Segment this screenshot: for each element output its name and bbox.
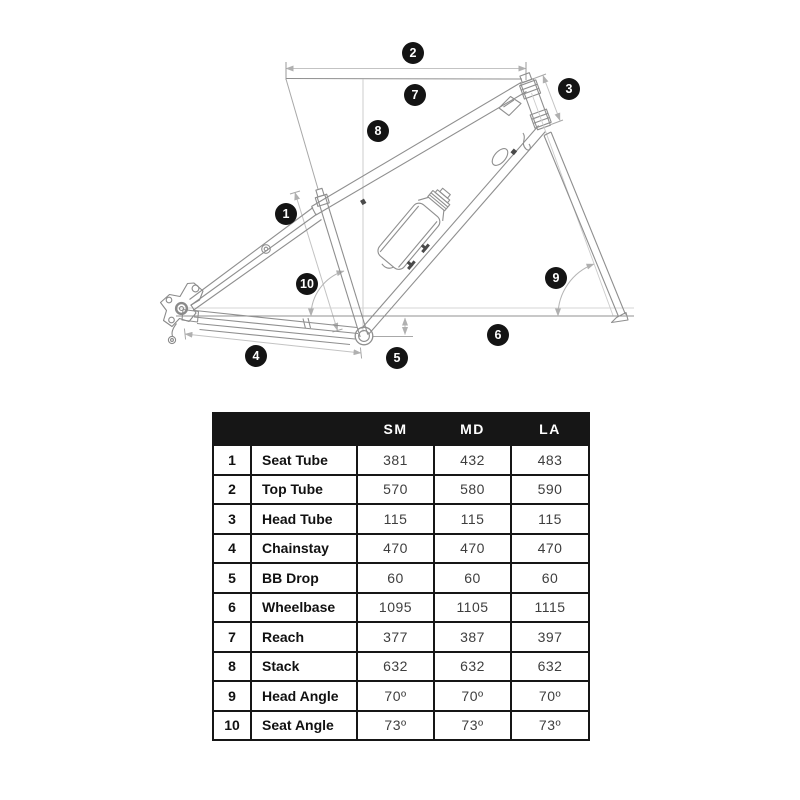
fork: [532, 93, 629, 323]
row-number: 8: [213, 652, 251, 682]
row-label: Reach: [251, 622, 357, 652]
table-row-stack: [213, 652, 589, 682]
water-bottle: [372, 181, 464, 280]
row-value-la: 60: [511, 563, 589, 593]
row-value-md: 580: [434, 475, 511, 505]
row-label: Top Tube: [251, 475, 357, 505]
row-number: 6: [213, 593, 251, 623]
row-value-la: 73º: [511, 711, 589, 741]
row-number: 2: [213, 475, 251, 505]
rear-dropout: [161, 283, 204, 344]
row-value-md: 432: [434, 445, 511, 475]
diagram-callout-8: 8: [367, 120, 389, 142]
diagram-callout-9: 9: [545, 267, 567, 289]
seat-stays: [190, 208, 322, 311]
row-value-md: 70º: [434, 681, 511, 711]
geometry-table: [212, 412, 590, 741]
row-value-sm: 70º: [357, 681, 434, 711]
row-value-sm: 570: [357, 475, 434, 505]
table-row-chainstay: [213, 534, 589, 564]
row-value-la: 70º: [511, 681, 589, 711]
dim-seat-tube: [295, 193, 338, 331]
row-value-sm: 381: [357, 445, 434, 475]
header-spacer: [213, 413, 357, 445]
row-value-sm: 115: [357, 504, 434, 534]
row-number: 10: [213, 711, 251, 741]
diagram-callout-2: 2: [402, 42, 424, 64]
table-row-seat-tube: [213, 445, 589, 475]
row-label: Seat Angle: [251, 711, 357, 741]
row-value-md: 115: [434, 504, 511, 534]
diagram-callout-5: 5: [386, 347, 408, 369]
table-row-seat-angle: [213, 711, 589, 741]
row-value-la: 590: [511, 475, 589, 505]
diagram-callout-6: 6: [487, 324, 509, 346]
row-value-la: 470: [511, 534, 589, 564]
dimension-lines: [176, 62, 634, 359]
row-value-sm: 632: [357, 652, 434, 682]
row-value-sm: 1095: [357, 593, 434, 623]
diagram-callout-1: 1: [275, 203, 297, 225]
dim-reach: [286, 79, 522, 80]
bottom-bracket: [355, 327, 373, 345]
row-value-sm: 60: [357, 563, 434, 593]
row-number: 1: [213, 445, 251, 475]
row-value-la: 397: [511, 622, 589, 652]
table-row-wheelbase: [213, 593, 589, 623]
geometry-table-header: [213, 413, 589, 445]
row-value-md: 60: [434, 563, 511, 593]
head-tube: [520, 73, 552, 130]
row-value-md: 1105: [434, 593, 511, 623]
row-value-la: 115: [511, 504, 589, 534]
row-label: Seat Tube: [251, 445, 357, 475]
row-label: Stack: [251, 652, 357, 682]
table-row-top-tube: [213, 475, 589, 505]
row-value-md: 632: [434, 652, 511, 682]
row-number: 5: [213, 563, 251, 593]
diagram-callout-3: 3: [558, 78, 580, 100]
row-value-sm: 470: [357, 534, 434, 564]
row-value-sm: 73º: [357, 711, 434, 741]
row-number: 7: [213, 622, 251, 652]
row-label: Wheelbase: [251, 593, 357, 623]
row-label: Head Angle: [251, 681, 357, 711]
chainstays: [182, 310, 358, 345]
row-value-la: 632: [511, 652, 589, 682]
header-col-la: LA: [511, 413, 589, 445]
row-value-la: 1115: [511, 593, 589, 623]
table-row-reach: [213, 622, 589, 652]
table-row-head-angle: [213, 681, 589, 711]
row-number: 4: [213, 534, 251, 564]
row-number: 3: [213, 504, 251, 534]
row-value-md: 470: [434, 534, 511, 564]
row-value-md: 73º: [434, 711, 511, 741]
table-row-head-tube: [213, 504, 589, 534]
geometry-table-body: [213, 445, 589, 740]
row-value-sm: 377: [357, 622, 434, 652]
header-col-sm: SM: [357, 413, 434, 445]
row-value-la: 483: [511, 445, 589, 475]
row-label: Chainstay: [251, 534, 357, 564]
header-col-md: MD: [434, 413, 511, 445]
table-row-bb-drop: [213, 563, 589, 593]
row-label: Head Tube: [251, 504, 357, 534]
diagram-callout-7: 7: [404, 84, 426, 106]
diagram-callout-4: 4: [245, 345, 267, 367]
bottle-nipple: [440, 188, 451, 198]
down-tube: [362, 126, 546, 335]
row-number: 9: [213, 681, 251, 711]
diagram-callout-10: 10: [296, 273, 318, 295]
row-value-md: 387: [434, 622, 511, 652]
row-label: BB Drop: [251, 563, 357, 593]
